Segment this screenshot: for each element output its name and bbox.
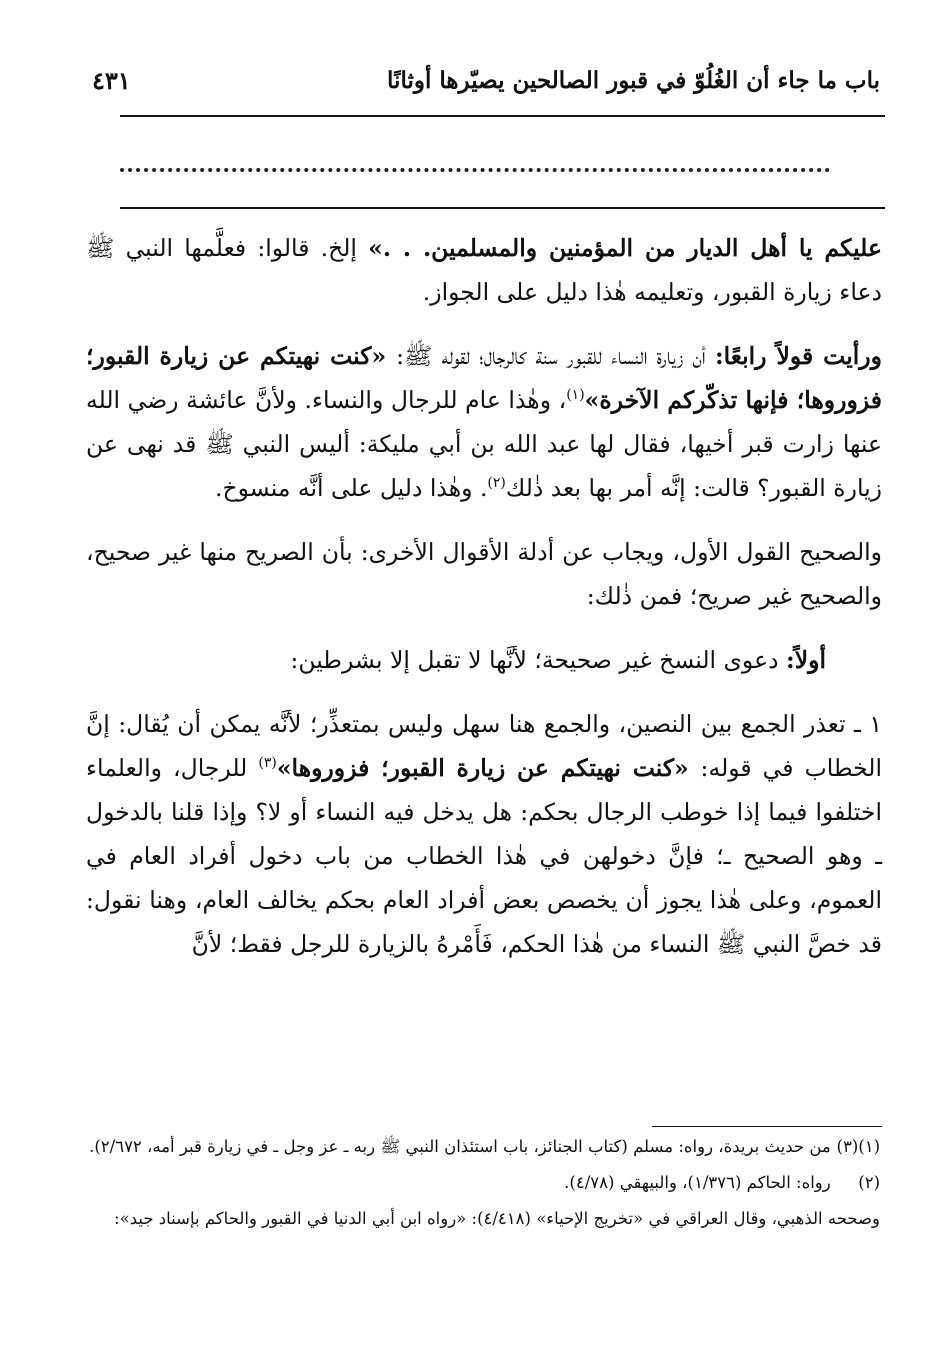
paragraph-2	[86, 334, 882, 510]
footnote-ref: (٣)	[258, 755, 277, 772]
content-top-rule	[120, 207, 885, 209]
paragraph-1	[86, 226, 882, 314]
footnote-1	[86, 1134, 880, 1160]
paragraph-text: ، وهٰذا عام للرجال والنساء. ولأنَّ عائشة رضي الله عنها زارت قبر أخيها، فقال لها عبد الله بن أبي مليكة: أليس النبي ﷺ قد نهى عن زيارة القبور؟ قالت: إنَّه أمر بها بعد ذٰلك	[86, 386, 882, 502]
running-header	[92, 58, 880, 102]
paragraph-4	[86, 638, 882, 682]
paragraph-text: للرجال، والعلماء اختلفوا فيما إذا خوطب الرجال بحكم: هل يدخل فيه النساء أو لا؟ وإذا قلنا بالدخول ـ وهو الصحيح ـ؛ فإنَّ دخولهن في هٰذا الخطاب من باب دخول أفراد العام في العموم، وعلى هٰذا يجوز أن يخصص بعض أفراد العام بحكم يخالف العام، وهنا نقول: قد خصَّ النبي ﷺ النساء من هٰذا الحكم، فَأَمْرهُ بالزيارة للرجل فقط؛ لأنَّ	[86, 754, 882, 958]
paragraph-text: ١ ـ تعذر الجمع بين النصين، والجمع هنا سهل وليس بمتعذِّر؛ لأنَّه يمكن أن يُقال: إنَّ الخطاب في قوله:	[86, 710, 882, 782]
page-number: ٤٣١	[92, 65, 131, 95]
footnote-text: وصححه الذهبي، وقال العراقي في «تخريج الإحياء» (٤/٤١٨): «رواه ابن أبي الدنيا في القبور والحاكم بإسناد جيد»:	[114, 1209, 880, 1228]
footnote-ref: (٢)	[487, 475, 506, 492]
paragraph-text: والصحيح القول الأول، ويجاب عن أدلة الأقوال الأخرى: بأن الصريح منها غير صحيح، والصحيح غير صريح؛ فمن ذٰلك:	[86, 538, 882, 610]
footnote-mark: (١)(٣)	[836, 1137, 880, 1156]
paragraph-text: إلخ. قالوا: فعلَّمها النبي ﷺ دعاء زيارة القبور، وتعليمه هٰذا دليل على الجواز.	[86, 234, 882, 306]
dotted-separator	[120, 148, 830, 172]
footnote-2	[86, 1170, 880, 1196]
quote-bold: عليكم يا أهل الديار من المؤمنين والمسلمين. . .»	[368, 234, 882, 262]
paragraph-text: أن زيارة النساء للقبور سنة كالرجال؛ لقوله ﷺ:	[396, 342, 715, 370]
footnote-rule	[652, 1126, 882, 1127]
footnote-ref: (١)	[566, 387, 585, 404]
main-text	[86, 226, 882, 966]
point-heading: أولاً:	[786, 646, 826, 674]
footnote-3	[86, 1206, 880, 1232]
footnotes	[86, 1134, 880, 1242]
footnote-mark: (٢)	[858, 1173, 880, 1192]
paragraph-3	[86, 530, 882, 618]
hadith-quote: «كنت نهيتكم عن زيارة القبور؛ فزوروها»	[276, 754, 701, 782]
chapter-title: باب ما جاء أن الغُلُوّ في قبور الصالحين يصيّرها أوثانًا	[387, 66, 880, 94]
hadith-quote: «كنت نهيتكم عن زيارة القبور؛ فزوروها؛ فإنها تذكّركم الآخرة»	[86, 342, 882, 414]
header-rule	[120, 115, 885, 117]
paragraph-text: . وهٰذا دليل على أنَّه منسوخ.	[215, 474, 488, 502]
footnote-text: من حديث بريدة، رواه: مسلم (كتاب الجنائز، باب استئذان النبي ﷺ ربه ـ عز وجل ـ في زيارة قبر أمه، ٢/٦٧٢).	[89, 1137, 831, 1156]
opinion-heading: ورأيت قولاً رابعًا:	[714, 342, 882, 370]
paragraph-5	[86, 702, 882, 966]
paragraph-text: دعوى النسخ غير صحيحة؛ لأنَّها لا تقبل إلا بشرطين:	[290, 646, 787, 674]
footnote-text: رواه: الحاكم (١/٣٧٦)، والبيهقي (٤/٧٨).	[564, 1173, 831, 1192]
